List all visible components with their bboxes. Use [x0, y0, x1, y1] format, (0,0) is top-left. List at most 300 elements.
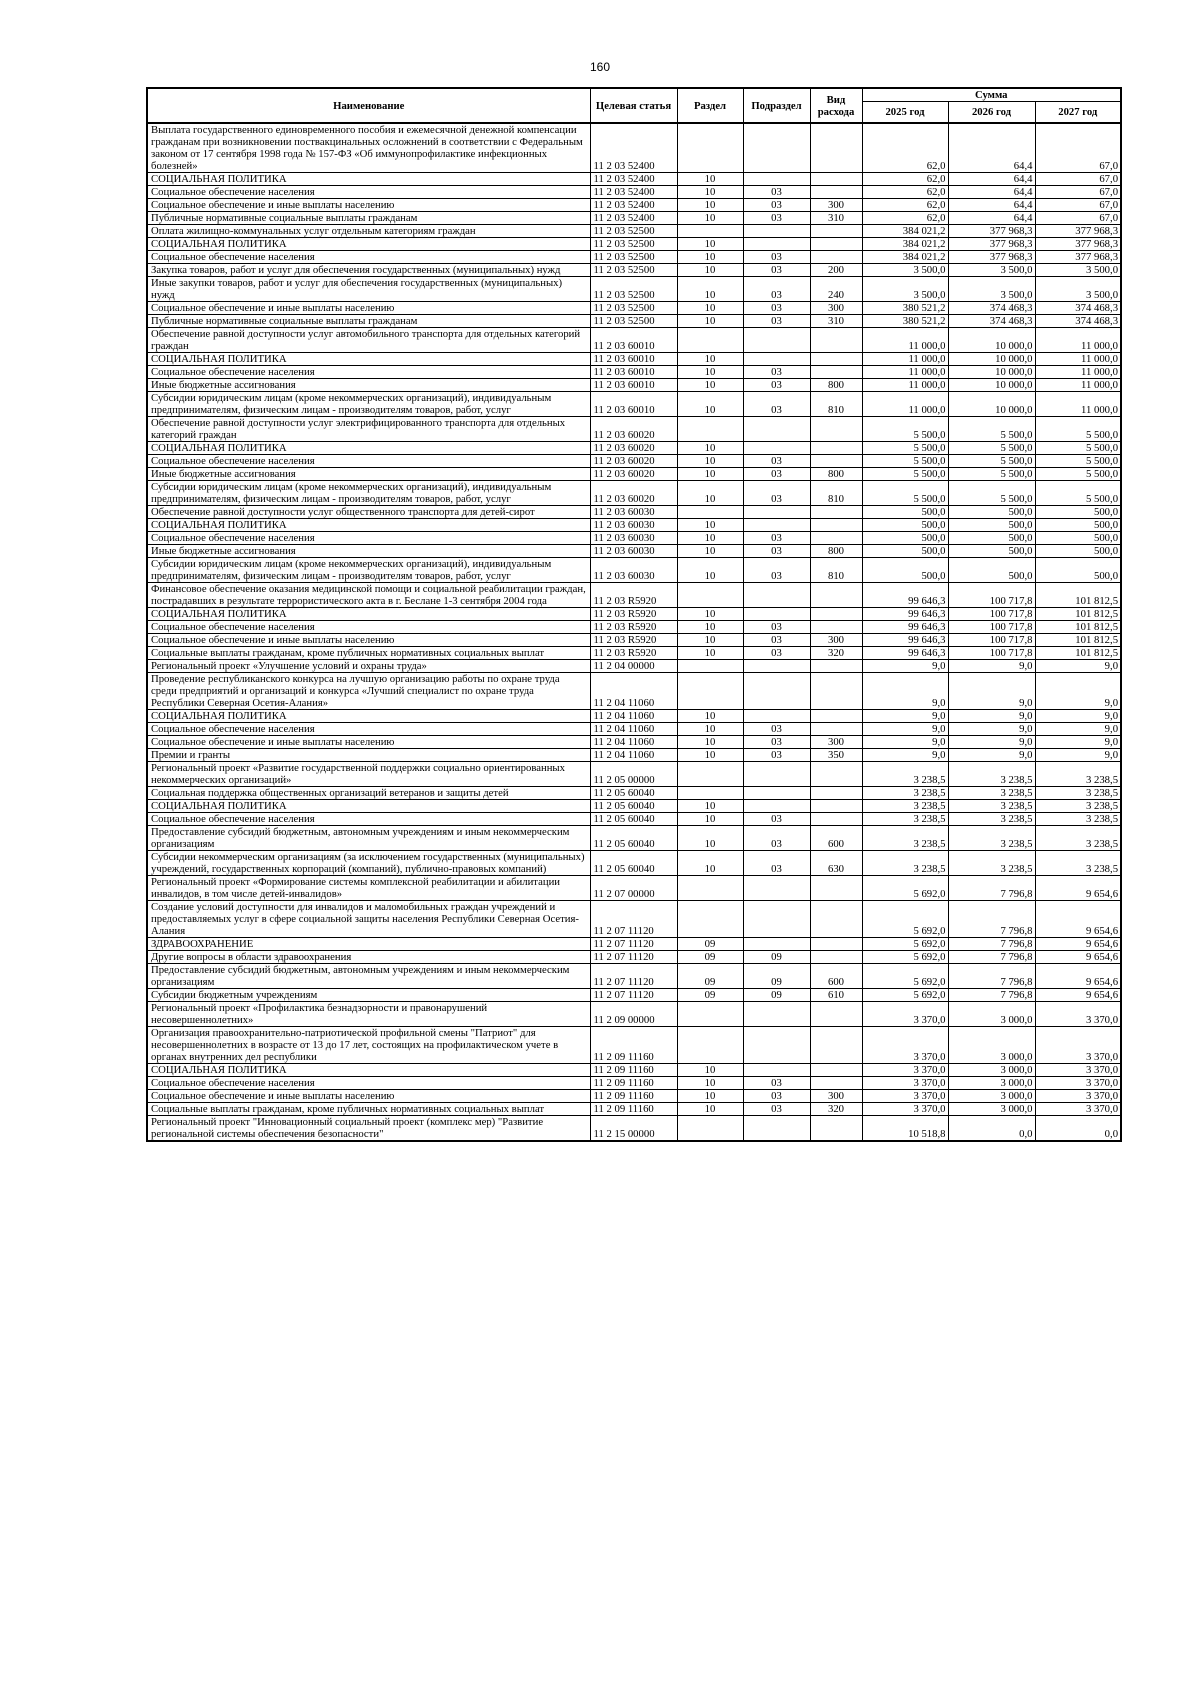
cell-target: 11 2 03 52500 — [590, 302, 677, 315]
cell-target: 11 2 03 60030 — [590, 519, 677, 532]
cell-2026: 10 000,0 — [948, 366, 1035, 379]
cell-name: Иные бюджетные ассигнования — [147, 545, 590, 558]
cell-target: 11 2 09 11160 — [590, 1090, 677, 1103]
cell-name: Социальная поддержка общественных организаций ветеранов и защиты детей — [147, 787, 590, 800]
cell-expense-type — [810, 251, 862, 264]
cell-expense-type — [810, 328, 862, 353]
cell-name: Обеспечение равной доступности услуг общественного транспорта для детей-сирот — [147, 506, 590, 519]
cell-2026: 100 717,8 — [948, 583, 1035, 608]
cell-section: 10 — [677, 723, 743, 736]
cell-target: 11 2 03 R5920 — [590, 583, 677, 608]
cell-expense-type — [810, 787, 862, 800]
cell-expense-type: 600 — [810, 964, 862, 989]
cell-2026: 3 000,0 — [948, 1002, 1035, 1027]
cell-target: 11 2 05 60040 — [590, 851, 677, 876]
cell-target: 11 2 03 60020 — [590, 455, 677, 468]
table-row — [147, 800, 1121, 813]
cell-subsection — [743, 673, 810, 710]
cell-2027: 5 500,0 — [1035, 442, 1121, 455]
cell-2026: 9,0 — [948, 673, 1035, 710]
cell-expense-type — [810, 519, 862, 532]
table-header — [147, 88, 1121, 123]
cell-2026: 3 000,0 — [948, 1027, 1035, 1064]
table-row — [147, 634, 1121, 647]
table-row — [147, 212, 1121, 225]
cell-name: Социальное обеспечение населения — [147, 813, 590, 826]
cell-name: СОЦИАЛЬНАЯ ПОЛИТИКА — [147, 519, 590, 532]
cell-2025: 5 692,0 — [862, 876, 948, 901]
cell-target: 11 2 03 R5920 — [590, 621, 677, 634]
table-row — [147, 455, 1121, 468]
table-row — [147, 1103, 1121, 1116]
cell-2026: 7 796,8 — [948, 938, 1035, 951]
cell-target: 11 2 04 11060 — [590, 749, 677, 762]
cell-2027: 500,0 — [1035, 506, 1121, 519]
cell-2026: 64,4 — [948, 123, 1035, 173]
cell-2027: 374 468,3 — [1035, 315, 1121, 328]
table-row — [147, 1027, 1121, 1064]
cell-target: 11 2 04 00000 — [590, 660, 677, 673]
cell-2026: 3 500,0 — [948, 277, 1035, 302]
cell-section — [677, 673, 743, 710]
table-row — [147, 442, 1121, 455]
table-row — [147, 710, 1121, 723]
table-row — [147, 647, 1121, 660]
cell-name: Региональный проект "Инновационный социальный проект (комплекс мер) "Развитие региональной системы обеспечения безопасности" — [147, 1116, 590, 1142]
cell-target: 11 2 07 11120 — [590, 964, 677, 989]
cell-section — [677, 225, 743, 238]
cell-2026: 7 796,8 — [948, 951, 1035, 964]
cell-2025: 3 238,5 — [862, 826, 948, 851]
cell-target: 11 2 05 60040 — [590, 826, 677, 851]
cell-2025: 5 692,0 — [862, 951, 948, 964]
cell-2025: 500,0 — [862, 519, 948, 532]
cell-2026: 7 796,8 — [948, 964, 1035, 989]
cell-section — [677, 328, 743, 353]
cell-name: Социальное обеспечение и иные выплаты населению — [147, 1090, 590, 1103]
cell-name: Обеспечение равной доступности услуг автомобильного транспорта для отдельных категорий граждан — [147, 328, 590, 353]
header-year-2025: 2025 год — [862, 102, 948, 124]
cell-expense-type: 630 — [810, 851, 862, 876]
cell-2025: 9,0 — [862, 660, 948, 673]
cell-subsection: 09 — [743, 951, 810, 964]
cell-2025: 62,0 — [862, 212, 948, 225]
table-row — [147, 417, 1121, 442]
cell-2027: 377 968,3 — [1035, 251, 1121, 264]
cell-expense-type — [810, 608, 862, 621]
cell-subsection: 03 — [743, 302, 810, 315]
cell-subsection — [743, 660, 810, 673]
cell-expense-type — [810, 366, 862, 379]
cell-expense-type — [810, 173, 862, 186]
cell-2026: 7 796,8 — [948, 901, 1035, 938]
cell-subsection: 03 — [743, 1077, 810, 1090]
cell-expense-type — [810, 710, 862, 723]
cell-2025: 9,0 — [862, 710, 948, 723]
cell-section: 10 — [677, 379, 743, 392]
cell-section: 10 — [677, 826, 743, 851]
cell-2026: 5 500,0 — [948, 417, 1035, 442]
cell-expense-type: 310 — [810, 315, 862, 328]
cell-2027: 3 370,0 — [1035, 1077, 1121, 1090]
cell-2025: 3 370,0 — [862, 1090, 948, 1103]
cell-name: Иные бюджетные ассигнования — [147, 468, 590, 481]
cell-2025: 9,0 — [862, 673, 948, 710]
table-row — [147, 481, 1121, 506]
cell-2027: 101 812,5 — [1035, 634, 1121, 647]
cell-2026: 10 000,0 — [948, 353, 1035, 366]
cell-subsection — [743, 225, 810, 238]
cell-2025: 3 238,5 — [862, 851, 948, 876]
cell-subsection — [743, 876, 810, 901]
cell-subsection — [743, 901, 810, 938]
cell-section: 10 — [677, 264, 743, 277]
cell-2026: 377 968,3 — [948, 225, 1035, 238]
cell-2025: 3 238,5 — [862, 762, 948, 787]
cell-name: Финансовое обеспечение оказания медицинской помощи и социальной реабилитации граждан, пострадавших в результате террористического акта в г. Беслане 1-3 сентября 2004 года — [147, 583, 590, 608]
cell-expense-type — [810, 1116, 862, 1142]
cell-name: Премии и гранты — [147, 749, 590, 762]
cell-2027: 11 000,0 — [1035, 353, 1121, 366]
cell-name: Социальное обеспечение населения — [147, 723, 590, 736]
cell-expense-type — [810, 1027, 862, 1064]
cell-2026: 500,0 — [948, 532, 1035, 545]
cell-2027: 9,0 — [1035, 749, 1121, 762]
table-row — [147, 621, 1121, 634]
cell-subsection — [743, 417, 810, 442]
cell-name: СОЦИАЛЬНАЯ ПОЛИТИКА — [147, 173, 590, 186]
cell-expense-type: 300 — [810, 634, 862, 647]
cell-name: Закупка товаров, работ и услуг для обеспечения государственных (муниципальных) нужд — [147, 264, 590, 277]
cell-subsection: 03 — [743, 199, 810, 212]
cell-name: Иные бюджетные ассигнования — [147, 379, 590, 392]
cell-section: 10 — [677, 315, 743, 328]
cell-target: 11 2 03 R5920 — [590, 647, 677, 660]
cell-2026: 5 500,0 — [948, 455, 1035, 468]
cell-subsection: 03 — [743, 468, 810, 481]
cell-2025: 99 646,3 — [862, 647, 948, 660]
cell-name: Социальное обеспечение населения — [147, 1077, 590, 1090]
cell-2027: 377 968,3 — [1035, 238, 1121, 251]
cell-2025: 9,0 — [862, 749, 948, 762]
table-row — [147, 123, 1121, 173]
cell-target: 11 2 03 60010 — [590, 366, 677, 379]
cell-2026: 100 717,8 — [948, 608, 1035, 621]
cell-name: СОЦИАЛЬНАЯ ПОЛИТИКА — [147, 800, 590, 813]
cell-section — [677, 762, 743, 787]
cell-2026: 3 238,5 — [948, 787, 1035, 800]
cell-2026: 9,0 — [948, 736, 1035, 749]
cell-expense-type: 800 — [810, 545, 862, 558]
cell-expense-type: 320 — [810, 647, 862, 660]
cell-target: 11 2 03 60030 — [590, 506, 677, 519]
cell-2025: 5 500,0 — [862, 468, 948, 481]
header-expense-type: Вид расхода — [810, 88, 862, 123]
cell-2026: 3 238,5 — [948, 813, 1035, 826]
cell-2027: 101 812,5 — [1035, 621, 1121, 634]
cell-2027: 9 654,6 — [1035, 901, 1121, 938]
cell-2025: 384 021,2 — [862, 238, 948, 251]
cell-subsection: 03 — [743, 723, 810, 736]
cell-2025: 380 521,2 — [862, 315, 948, 328]
cell-2027: 67,0 — [1035, 123, 1121, 173]
cell-2027: 9,0 — [1035, 723, 1121, 736]
cell-2026: 10 000,0 — [948, 379, 1035, 392]
cell-subsection: 03 — [743, 366, 810, 379]
cell-2027: 3 370,0 — [1035, 1027, 1121, 1064]
cell-target: 11 2 07 11120 — [590, 951, 677, 964]
cell-section: 09 — [677, 951, 743, 964]
cell-subsection — [743, 787, 810, 800]
cell-2026: 377 968,3 — [948, 251, 1035, 264]
cell-expense-type — [810, 225, 862, 238]
cell-2027: 67,0 — [1035, 173, 1121, 186]
cell-subsection — [743, 328, 810, 353]
table-row — [147, 736, 1121, 749]
cell-target: 11 2 03 52500 — [590, 264, 677, 277]
cell-2027: 67,0 — [1035, 186, 1121, 199]
cell-target: 11 2 03 60010 — [590, 328, 677, 353]
cell-target: 11 2 04 11060 — [590, 710, 677, 723]
cell-target: 11 2 09 11160 — [590, 1064, 677, 1077]
cell-section — [677, 506, 743, 519]
cell-2027: 500,0 — [1035, 558, 1121, 583]
table-row — [147, 251, 1121, 264]
header-section: Раздел — [677, 88, 743, 123]
cell-target: 11 2 03 60030 — [590, 532, 677, 545]
header-name: Наименование — [147, 88, 590, 123]
cell-2026: 100 717,8 — [948, 621, 1035, 634]
table-row — [147, 964, 1121, 989]
cell-section: 10 — [677, 455, 743, 468]
cell-name: СОЦИАЛЬНАЯ ПОЛИТИКА — [147, 608, 590, 621]
cell-2027: 9,0 — [1035, 660, 1121, 673]
cell-2026: 500,0 — [948, 558, 1035, 583]
cell-subsection — [743, 519, 810, 532]
cell-subsection — [743, 173, 810, 186]
cell-name: Иные закупки товаров, работ и услуг для обеспечения государственных (муниципальных) нужд — [147, 277, 590, 302]
cell-target: 11 2 03 60010 — [590, 392, 677, 417]
cell-name: СОЦИАЛЬНАЯ ПОЛИТИКА — [147, 710, 590, 723]
cell-section: 10 — [677, 621, 743, 634]
cell-name: Другие вопросы в области здравоохранения — [147, 951, 590, 964]
cell-2025: 10 518,8 — [862, 1116, 948, 1142]
cell-subsection — [743, 800, 810, 813]
cell-target: 11 2 03 60020 — [590, 468, 677, 481]
cell-subsection — [743, 1064, 810, 1077]
cell-2025: 5 500,0 — [862, 455, 948, 468]
cell-2026: 7 796,8 — [948, 876, 1035, 901]
cell-subsection: 03 — [743, 532, 810, 545]
cell-name: Социальное обеспечение и иные выплаты населению — [147, 302, 590, 315]
cell-2026: 5 500,0 — [948, 481, 1035, 506]
table-row — [147, 379, 1121, 392]
cell-target: 11 2 03 60020 — [590, 481, 677, 506]
cell-target: 11 2 03 52500 — [590, 315, 677, 328]
cell-section: 10 — [677, 749, 743, 762]
cell-target: 11 2 07 11120 — [590, 901, 677, 938]
table-row — [147, 366, 1121, 379]
cell-expense-type — [810, 621, 862, 634]
cell-2027: 9 654,6 — [1035, 876, 1121, 901]
cell-2027: 5 500,0 — [1035, 417, 1121, 442]
cell-subsection: 03 — [743, 634, 810, 647]
cell-subsection: 03 — [743, 1090, 810, 1103]
cell-expense-type: 350 — [810, 749, 862, 762]
cell-expense-type — [810, 813, 862, 826]
cell-2025: 99 646,3 — [862, 608, 948, 621]
page-number: 160 — [589, 60, 611, 74]
cell-2025: 384 021,2 — [862, 225, 948, 238]
cell-name: Социальное обеспечение населения — [147, 186, 590, 199]
cell-2026: 3 238,5 — [948, 762, 1035, 787]
cell-2025: 3 370,0 — [862, 1027, 948, 1064]
cell-subsection: 03 — [743, 455, 810, 468]
cell-section: 10 — [677, 800, 743, 813]
cell-2025: 500,0 — [862, 545, 948, 558]
cell-target: 11 2 03 52500 — [590, 251, 677, 264]
cell-2025: 5 500,0 — [862, 481, 948, 506]
cell-name: СОЦИАЛЬНАЯ ПОЛИТИКА — [147, 442, 590, 455]
cell-section: 10 — [677, 199, 743, 212]
cell-2026: 64,4 — [948, 199, 1035, 212]
cell-section: 10 — [677, 1090, 743, 1103]
table-row — [147, 876, 1121, 901]
cell-section — [677, 583, 743, 608]
cell-2025: 9,0 — [862, 723, 948, 736]
cell-name: Региональный проект «Профилактика безнадзорности и правонарушений несовершеннолетних» — [147, 1002, 590, 1027]
cell-expense-type — [810, 800, 862, 813]
cell-section: 09 — [677, 989, 743, 1002]
cell-name: Социальное обеспечение и иные выплаты населению — [147, 199, 590, 212]
cell-name: ЗДРАВООХРАНЕНИЕ — [147, 938, 590, 951]
cell-name: Субсидии бюджетным учреждениям — [147, 989, 590, 1002]
cell-subsection: 03 — [743, 621, 810, 634]
cell-2027: 11 000,0 — [1035, 366, 1121, 379]
cell-2027: 3 238,5 — [1035, 826, 1121, 851]
cell-name: Создание условий доступности для инвалидов и маломобильных граждан учреждений и предоставляемых услуг в сфере социальной защиты населения Республики Северная Осетия-Алания — [147, 901, 590, 938]
cell-subsection — [743, 238, 810, 251]
cell-2026: 0,0 — [948, 1116, 1035, 1142]
cell-subsection: 03 — [743, 851, 810, 876]
cell-expense-type — [810, 123, 862, 173]
cell-name: Социальное обеспечение населения — [147, 251, 590, 264]
cell-expense-type — [810, 1064, 862, 1077]
cell-name: СОЦИАЛЬНАЯ ПОЛИТИКА — [147, 353, 590, 366]
cell-subsection: 03 — [743, 315, 810, 328]
cell-section: 10 — [677, 1077, 743, 1090]
cell-2026: 500,0 — [948, 519, 1035, 532]
cell-2027: 9 654,6 — [1035, 964, 1121, 989]
table-row — [147, 328, 1121, 353]
table-row — [147, 851, 1121, 876]
cell-target: 11 2 03 52500 — [590, 277, 677, 302]
cell-expense-type: 610 — [810, 989, 862, 1002]
cell-name: Организация правоохранительно-патриотической профильной смены "Патриот" для несовершеннолетних в возрасте от 13 до 17 лет, состоящих на профилактическом учете в органах внутренних дел республики — [147, 1027, 590, 1064]
table-row — [147, 264, 1121, 277]
cell-2025: 3 238,5 — [862, 787, 948, 800]
cell-2025: 3 370,0 — [862, 1103, 948, 1116]
table-row — [147, 1077, 1121, 1090]
cell-subsection: 03 — [743, 736, 810, 749]
cell-2026: 3 238,5 — [948, 800, 1035, 813]
cell-expense-type — [810, 673, 862, 710]
cell-target: 11 2 09 11160 — [590, 1077, 677, 1090]
cell-expense-type — [810, 442, 862, 455]
cell-2025: 3 370,0 — [862, 1077, 948, 1090]
cell-section — [677, 1116, 743, 1142]
cell-2025: 384 021,2 — [862, 251, 948, 264]
table-row — [147, 749, 1121, 762]
table-row — [147, 901, 1121, 938]
cell-name: Предоставление субсидий бюджетным, автономным учреждениям и иным некоммерческим организациям — [147, 964, 590, 989]
cell-2027: 101 812,5 — [1035, 583, 1121, 608]
cell-expense-type — [810, 938, 862, 951]
cell-target: 11 2 03 60010 — [590, 379, 677, 392]
cell-2027: 5 500,0 — [1035, 468, 1121, 481]
cell-target: 11 2 05 60040 — [590, 813, 677, 826]
cell-name: Социальное обеспечение населения — [147, 532, 590, 545]
cell-section — [677, 876, 743, 901]
cell-section — [677, 1027, 743, 1064]
cell-2025: 5 692,0 — [862, 901, 948, 938]
cell-name: СОЦИАЛЬНАЯ ПОЛИТИКА — [147, 1064, 590, 1077]
cell-target: 11 2 03 52400 — [590, 186, 677, 199]
cell-section: 10 — [677, 173, 743, 186]
cell-section — [677, 1002, 743, 1027]
cell-target: 11 2 05 60040 — [590, 787, 677, 800]
cell-name: Выплата государственного единовременного пособия и ежемесячной денежной компенсации гражданам при возникновении поствакцинальных осложнений в соответствии с Федеральным законом от 17 сентября 1998 года № 157-ФЗ «Об иммунопрофилактике инфекционных болезней» — [147, 123, 590, 173]
table-row — [147, 989, 1121, 1002]
cell-2027: 3 238,5 — [1035, 800, 1121, 813]
cell-2026: 9,0 — [948, 749, 1035, 762]
cell-subsection: 03 — [743, 826, 810, 851]
cell-name: Социальное обеспечение населения — [147, 366, 590, 379]
cell-2025: 11 000,0 — [862, 328, 948, 353]
table-row — [147, 277, 1121, 302]
cell-2027: 500,0 — [1035, 545, 1121, 558]
header-year-2027: 2027 год — [1035, 102, 1121, 124]
table-row — [147, 558, 1121, 583]
cell-2025: 380 521,2 — [862, 302, 948, 315]
cell-subsection: 03 — [743, 749, 810, 762]
cell-name: Субсидии юридическим лицам (кроме некоммерческих организаций), индивидуальным предпринимателям, физическим лицам - производителям товаров, работ, услуг — [147, 481, 590, 506]
cell-expense-type — [810, 901, 862, 938]
cell-section: 10 — [677, 558, 743, 583]
cell-2025: 500,0 — [862, 532, 948, 545]
cell-2026: 9,0 — [948, 723, 1035, 736]
cell-subsection: 03 — [743, 251, 810, 264]
cell-subsection: 03 — [743, 481, 810, 506]
cell-expense-type — [810, 455, 862, 468]
cell-2027: 3 238,5 — [1035, 787, 1121, 800]
cell-target: 11 2 04 11060 — [590, 736, 677, 749]
cell-subsection: 03 — [743, 186, 810, 199]
cell-subsection: 03 — [743, 392, 810, 417]
cell-2025: 500,0 — [862, 558, 948, 583]
table-row — [147, 392, 1121, 417]
cell-section — [677, 123, 743, 173]
table-body — [147, 123, 1121, 1141]
table-row — [147, 532, 1121, 545]
cell-target: 11 2 03 60020 — [590, 417, 677, 442]
cell-expense-type: 810 — [810, 392, 862, 417]
cell-expense-type: 310 — [810, 212, 862, 225]
cell-section: 10 — [677, 442, 743, 455]
header-subsection: Подраздел — [743, 88, 810, 123]
cell-2027: 9 654,6 — [1035, 989, 1121, 1002]
cell-expense-type — [810, 1002, 862, 1027]
